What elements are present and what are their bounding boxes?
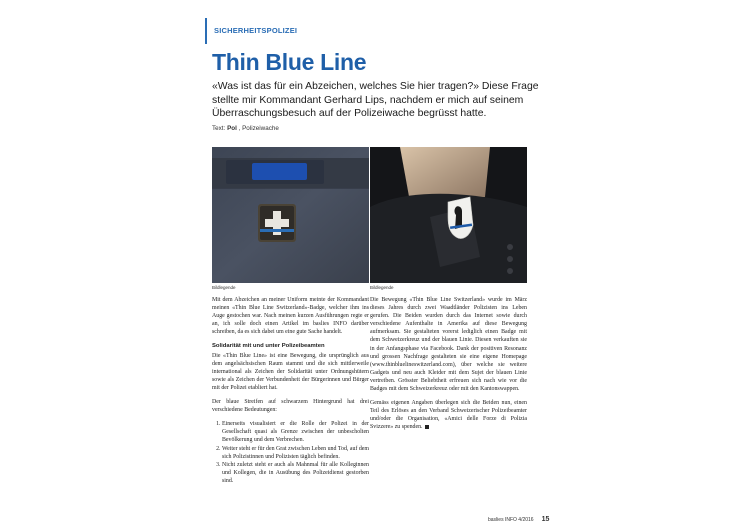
uniform-badge-illustration — [212, 147, 369, 283]
article-intro: Mit dem Abzeichen an meiner Uniform meinte der Kommandant meinen «Thin Blue Line Switzerland»-Badge, welcher ihm ins Auge gestochen war. Nach meinen kurzen Ausführungen regte er an, ich solle doch einen Artikel im baslies INFO darüber schreiben, da es sich dabei um eine gute Sache handelt. — [212, 297, 369, 336]
byline-author: Pol — [227, 125, 237, 132]
list-item: 2. Weiter steht er für den Grat zwischen Leben und Tod, auf dem sich Polizistinnen und Polizisten täglich befinden. — [222, 445, 369, 461]
section-label: SICHERHEITSPOLIZEI — [214, 26, 298, 35]
byline — [212, 125, 279, 132]
article-lead: «Was ist das für ein Abzeichen, welches Sie hier tragen?» Diese Frage stellte mir Kommandant Gerhard Lips, nachdem er mich auf seinem Überraschungsbesuch auf der Polizeiwache begrüsst hatte. — [212, 81, 539, 120]
article-column-right — [370, 296, 527, 438]
magazine-issue: baslies INFO 4/2016 — [488, 517, 534, 523]
section-marker — [205, 18, 207, 44]
meanings-list — [212, 420, 369, 485]
photo-officer-crest — [370, 147, 527, 283]
article-column-left — [212, 296, 369, 485]
caption-right: Bildlegende — [370, 285, 394, 290]
article-headline: Thin Blue Line — [212, 49, 367, 75]
article-paragraph: Die «Thin Blue Line» ist eine Bewegung, die ursprünglich aus dem angelsächsischen Raum stammt und die sich mittlerweile international als Zeichen der Solidarität unter Ordnungshütern sowie als Zeichen der Verbundenheit der Bürgerinnen und Bürger mit der Polizei etabliert hat. — [212, 352, 369, 391]
byline-prefix: Text: — [212, 125, 228, 132]
end-of-article-mark — [425, 425, 429, 429]
photo-uniform-badge — [212, 147, 369, 283]
page-number: 15 — [541, 516, 550, 523]
list-item: 1. Einerseits visualisiert er die Rolle der Polizei in der Gesellschaft quasi als Grenze zwischen der unbescholten Bevölkerung und dem Verbrechen. — [222, 420, 369, 444]
officer-crest-illustration — [370, 147, 527, 283]
article-paragraph: Der blaue Streifen auf schwarzem Hintergrund hat drei verschiedene Bedeutungen: — [212, 399, 369, 414]
caption-left: Bildlegende — [212, 285, 236, 290]
page-footer — [488, 516, 549, 523]
article-paragraph — [370, 399, 527, 431]
article-subheading: Solidarität mit und unter Polizeibeamten — [212, 343, 325, 350]
list-item: 3. Nicht zuletzt steht er auch als Mahnmal für alle Kolleginnen und Kollegen, die in Ausübung des Polizeidienst gestorben sind. — [222, 461, 369, 485]
article-closing-text: Gemäss eigenen Angaben überlegen sich die Beiden nun, einen Teil des Erlöses an den Verband Schweizerischer Polizeibeamter und/oder die Organisation, «Amici delle Forze di Polizia Svizzere» zu spenden. — [370, 400, 527, 431]
byline-suffix: , Polizeiwache — [236, 125, 279, 132]
article-paragraph: Die Bewegung «Thin Blue Line Switzerland» wurde im März dieses Jahres durch zwei Waadtländer Polizisten ins Leben gerufen. Die Beiden wurden durch das Internet sowie durch verschiedene Aufenthalte in Amerika auf diese Bewegung aufmerksam. Sie gestalteten vorerst lediglich einen Badge mit dem Schweizerkreuz und der blauen Linie. Diesen verkauften sie in der Anfangsphase via Facebook. Dank der positiven Resonanz und grossen Nachfrage gestalteten sie eine eigene Homepage (www.thinbluelineswitzerland.com), über welche sie weitere Gadgets und neu auch Kleider mit dem Sujet der blauen Linie vertreiben. Grösster Beliebtheit erfreuen sich nach wie vor die Badges mit dem Schweizerkreuz oder mit den Kantonswappen. — [370, 297, 527, 393]
